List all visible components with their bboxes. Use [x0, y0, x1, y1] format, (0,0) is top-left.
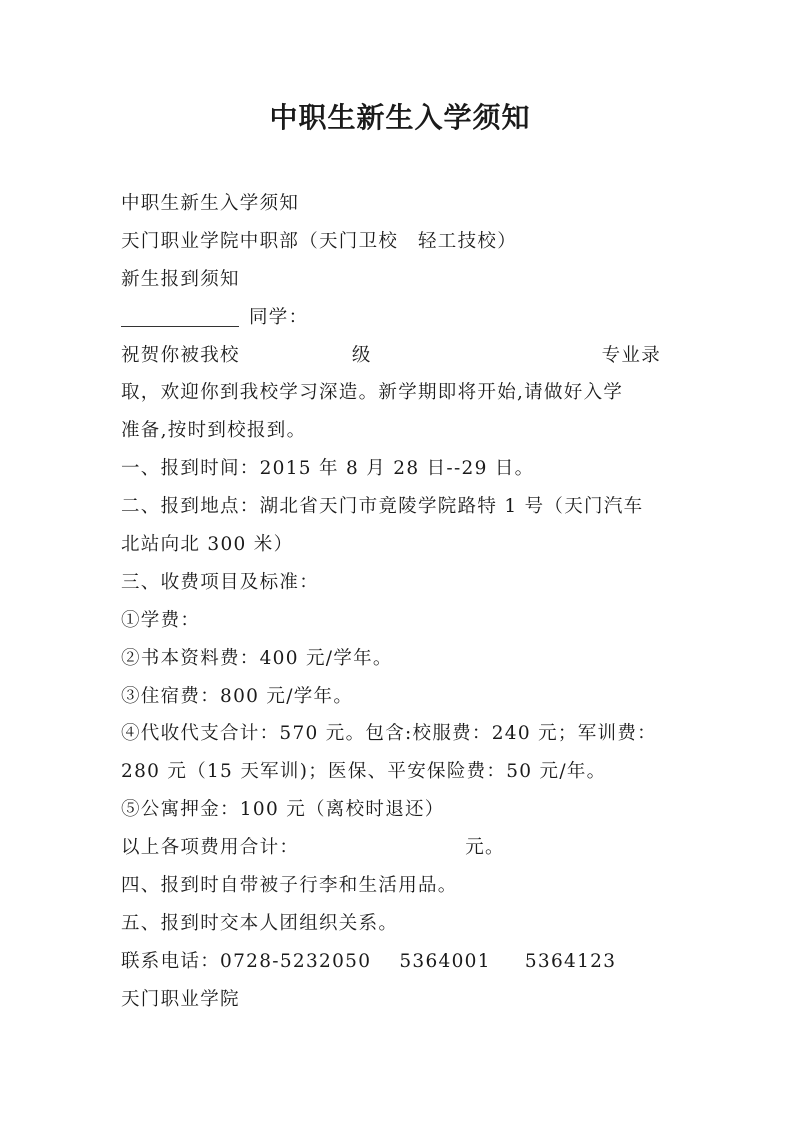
- body-heading: 中职生新生入学须知: [121, 193, 300, 214]
- notice-title: 新生报到须知: [121, 268, 240, 290]
- signature: 天门职业学院: [121, 988, 240, 1010]
- school-name: 天门职业学院中职部（天门卫校 轻工技校）: [121, 230, 518, 252]
- item-league: 五、报到时交本人团组织关系。: [121, 912, 399, 934]
- greeting-suffix: 同学：: [249, 306, 309, 328]
- document-body: [121, 185, 691, 1019]
- congrats-line: [121, 337, 691, 375]
- student-name-blank: [121, 304, 239, 327]
- item-bedding: 四、报到时自带被子行李和生活用品。: [121, 875, 458, 897]
- fee-total-unit: 元。: [465, 837, 505, 859]
- phone-number-3: 5364123: [524, 950, 617, 972]
- phone-number-2: 5364001: [399, 950, 491, 972]
- greeting-line: [121, 299, 691, 337]
- fee-tuition: ①学费：: [121, 609, 201, 631]
- congrats-text-b: 级: [351, 344, 372, 366]
- phone-line: [121, 943, 691, 981]
- item-report-place-a: 二、报到地点：湖北省天门市竟陵学院路特 1 号（天门汽车: [121, 496, 644, 518]
- fee-books: ②书本资料费：400 元/学年。: [121, 647, 393, 669]
- welcome-line: 取，欢迎你到我校学习深造。新学期即将开始,请做好入学: [121, 382, 624, 404]
- item-report-place-b: 北站向北 300 米）: [121, 534, 294, 556]
- fee-total-line: [121, 829, 691, 867]
- prepare-line: 准备,按时到校报到。: [121, 420, 307, 442]
- fee-total-label: 以上各项费用合计：: [121, 837, 300, 859]
- fee-deposit: ⑤公寓押金：100 元（离校时退还）: [121, 799, 445, 821]
- congrats-text-c: 专业录: [601, 344, 662, 366]
- fee-collected-b: 280 元（15 天军训)；医保、平安保险费：50 元/年。: [121, 761, 607, 783]
- phone-label: 联系电话：0728-5232050: [121, 950, 372, 972]
- item-fees-heading: 三、收费项目及标准：: [121, 571, 320, 593]
- fee-dorm: ③住宿费：800 元/学年。: [121, 685, 354, 707]
- document-title: 中职生新生入学须知: [269, 101, 531, 134]
- congrats-text-a: 祝贺你被我校: [121, 344, 240, 366]
- item-report-time: 一、报到时间：2015 年 8 月 28 日--29 日。: [121, 458, 535, 480]
- fee-collected-a: ④代收代支合计：570 元。包含:校服费：240 元；军训费：: [121, 723, 657, 745]
